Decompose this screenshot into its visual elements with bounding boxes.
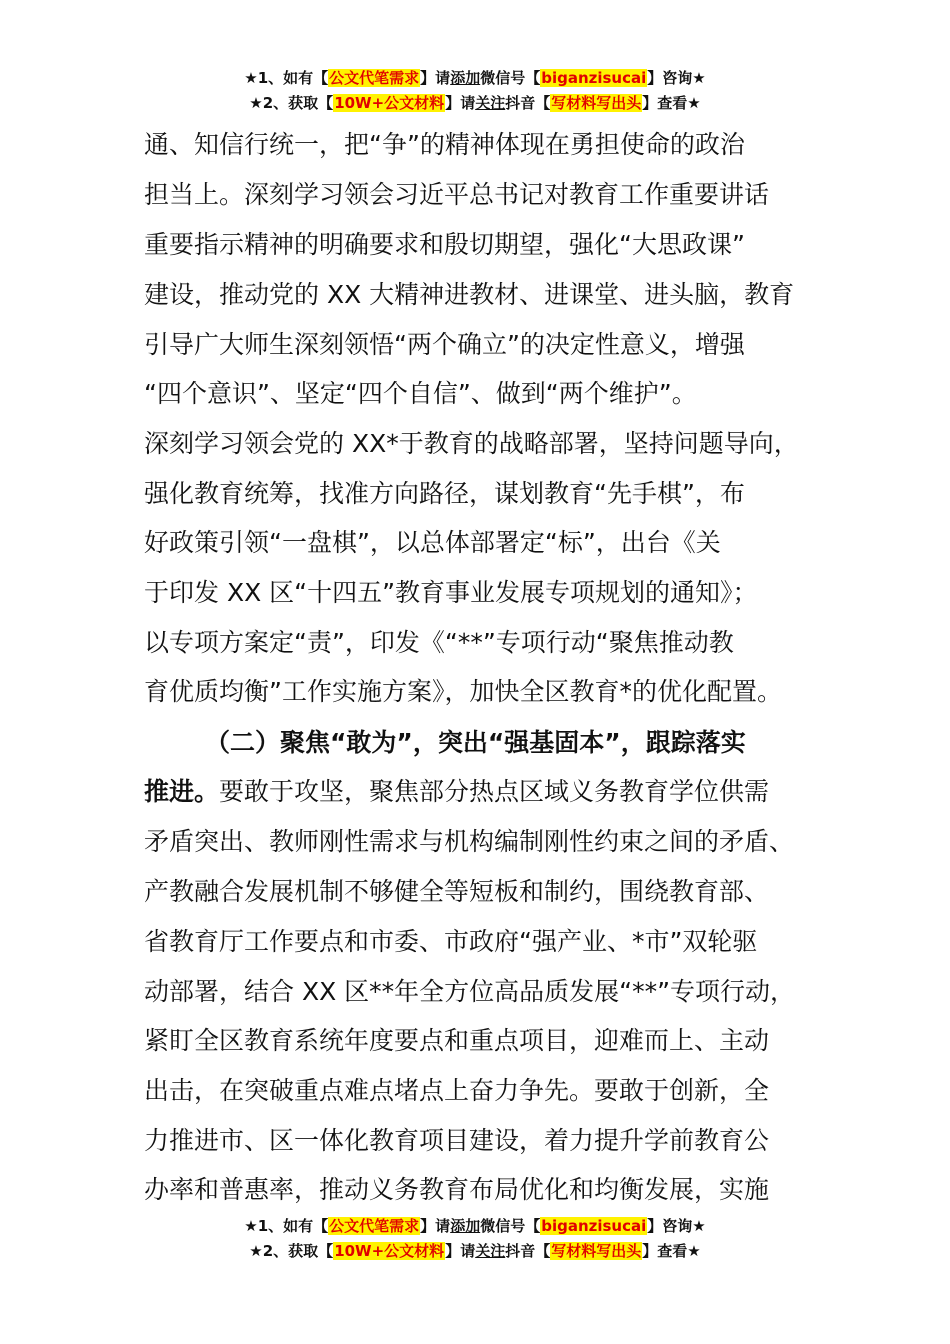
body-line: 担当上。深刻学习领会习近平总书记对教育工作重要讲话 — [144, 180, 770, 209]
body-line: 紧盯全区教育系统年度要点和重点项目，迎难而上、主动 — [144, 1026, 770, 1055]
promo-text: 抖音【 — [505, 94, 551, 112]
promo-text: 微信号【 — [480, 69, 541, 87]
promo-line-1 — [0, 66, 950, 91]
promo-text: 微信号【 — [480, 1217, 541, 1235]
promo-text: ★1、如有【 — [244, 69, 329, 87]
body-line: 通、知信行统一，把“争”的精神体现在勇担使命的政治 — [144, 130, 745, 159]
promo-text: 】查看★ — [642, 1242, 701, 1260]
promo-banner-bottom — [0, 1214, 950, 1264]
promo-line-2 — [0, 91, 950, 116]
promo-highlight: 10W+公文材料 — [334, 94, 445, 112]
body-line: 动部署，结合 XX 区**年全方位高品质发展“**”专项行动， — [144, 977, 796, 1006]
promo-highlight: 公文代笔需求 — [329, 1217, 420, 1235]
promo-text: 】请 — [420, 69, 451, 87]
body-line: 引导广大师生深刻领悟“两个确立”的决定性意义，增强 — [144, 330, 745, 359]
body-line: 矛盾突出、教师刚性需求与机构编制刚性约束之间的矛盾、 — [144, 827, 795, 856]
body-line: 力推进市、区一体化教育项目建设，着力提升学前教育公 — [144, 1126, 770, 1155]
promo-line-1 — [0, 1214, 950, 1239]
promo-highlight: biganzisucai — [541, 1217, 647, 1235]
body-line: 出击，在突破重点难点堵点上奋力争先。要敢于创新，全 — [144, 1076, 770, 1105]
promo-line-2 — [0, 1239, 950, 1264]
body-line: 强化教育统筹，找准方向路径，谋划教育“先手棋”，布 — [144, 479, 745, 508]
body-line: 建设，推动党的 XX 大精神进教材、进课堂、进头脑，教育 — [144, 280, 795, 309]
body-line: 办率和普惠率，推动义务教育布局优化和均衡发展，实施 — [144, 1175, 770, 1204]
promo-highlight: 10W+公文材料 — [334, 1242, 445, 1260]
promo-underlined: 添加 — [450, 1217, 481, 1235]
promo-text: 】咨询★ — [647, 69, 706, 87]
promo-text: 】查看★ — [642, 94, 701, 112]
promo-highlight: 公文代笔需求 — [329, 69, 420, 87]
promo-text: 】咨询★ — [647, 1217, 706, 1235]
promo-highlight: 写材料写出头 — [551, 94, 642, 112]
promo-text: 】请 — [420, 1217, 451, 1235]
promo-banner-top — [0, 66, 950, 116]
body-line: 好政策引领“一盘棋”，以总体部署定“标”，出台《关 — [144, 528, 721, 557]
body-line: 重要指示精神的明确要求和殷切期望，强化“大思政课” — [144, 230, 745, 259]
promo-text: 抖音【 — [505, 1242, 551, 1260]
promo-underlined: 添加 — [450, 69, 481, 87]
section-heading: （二）聚焦“敢为”，突出“强基固本”，跟踪落实 — [205, 728, 746, 757]
promo-text: 】请 — [445, 94, 476, 112]
body-line: “四个意识”、坚定“四个自信”、做到“两个维护”。 — [144, 379, 697, 408]
promo-highlight: biganzisucai — [541, 69, 647, 87]
promo-text: ★2、获取【 — [249, 94, 334, 112]
body-line: 产教融合发展机制不够健全等短板和制约，围绕教育部、 — [144, 877, 770, 906]
promo-underlined: 关注 — [475, 1242, 506, 1260]
body-line: 省教育厅工作要点和市委、市政府“强产业、*市”双轮驱 — [144, 927, 758, 956]
promo-underlined: 关注 — [475, 94, 506, 112]
promo-text: ★2、获取【 — [249, 1242, 334, 1260]
section-first-line — [144, 767, 824, 817]
promo-text: ★1、如有【 — [244, 1217, 329, 1235]
body-line: 深刻学习领会党的 XX*于教育的战略部署，坚持问题导向， — [144, 429, 799, 458]
body-line: 育优质均衡”工作实施方案》，加快全区教育*的优化配置。 — [144, 677, 782, 706]
section-heading-cont: 推进。 — [144, 777, 220, 806]
body-line: 要敢于攻坚，聚焦部分热点区域义务教育学位供需 — [219, 777, 770, 806]
body-line: 以专项方案定“责”，印发《“**”专项行动“聚焦推动教 — [144, 628, 734, 657]
promo-highlight: 写材料写出头 — [551, 1242, 642, 1260]
promo-text: 】请 — [445, 1242, 476, 1260]
body-line: 于印发 XX 区“十四五”教育事业发展专项规划的通知》； — [144, 578, 758, 607]
